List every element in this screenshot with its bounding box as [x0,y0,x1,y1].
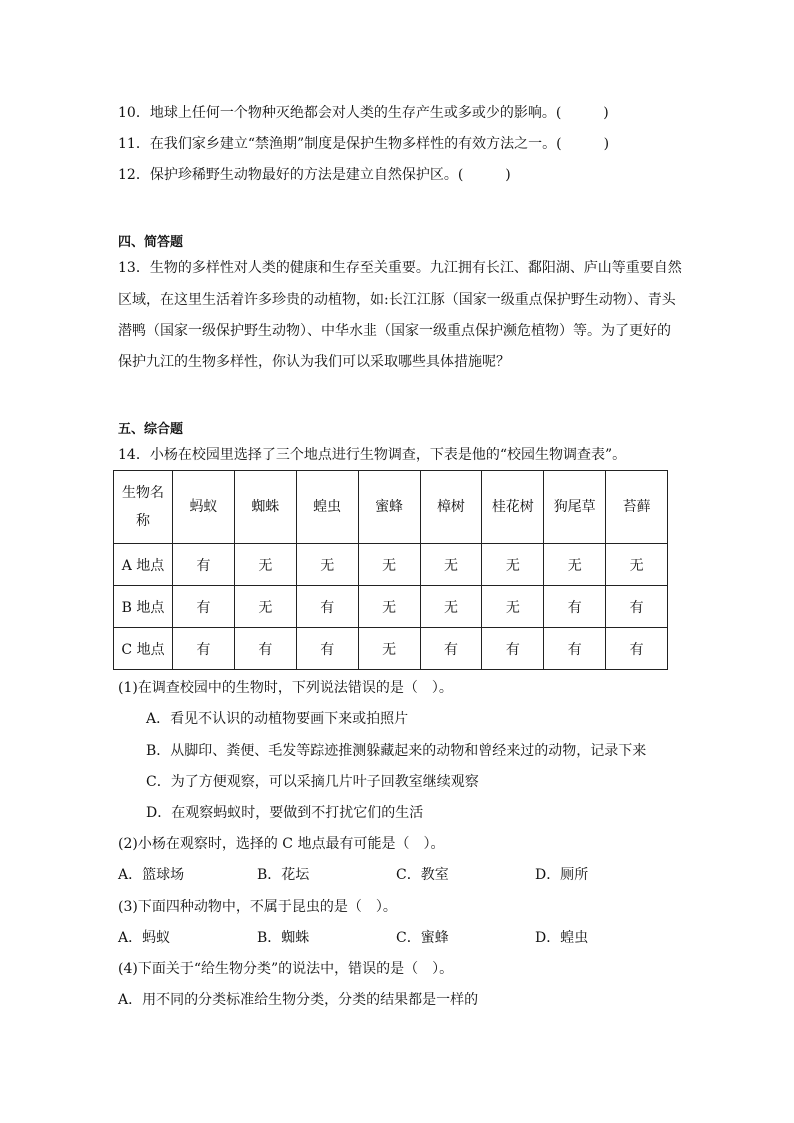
table-header-row [114,471,668,544]
q1-option-d: D．在观察蚂蚁时，要做到不打扰它们的生活 [146,805,424,821]
table-cell: 无 [482,544,544,586]
table-cell: 有 [482,628,544,670]
table-cell: 无 [482,586,544,628]
q4-option-a: A．用不同的分类标准给生物分类，分类的结果都是一样的 [118,992,479,1008]
table-cell: 有 [173,586,235,628]
q3-option-a: A．蚂蚁 [118,930,171,946]
row-label: C 地点 [114,628,173,670]
table-cell: 有 [173,628,235,670]
q2-option-a: A．篮球场 [118,867,185,883]
table-header: 狗尾草 [544,471,606,544]
campus-survey-table [113,470,668,670]
question-14-1-stem: (1)在调查校园中的生物时，下列说法错误的是（ ）。 [118,680,453,696]
row-label: A 地点 [114,544,173,586]
table-cell: 有 [296,628,358,670]
table-cell: 无 [234,586,296,628]
q2-option-d: D．厕所 [535,867,589,883]
row-label: B 地点 [114,586,173,628]
table-cell: 无 [296,544,358,586]
q1-option-b: B．从脚印、粪便、毛发等踪迹推测躲藏起来的动物和曾经来过的动物，记录下来 [146,743,647,759]
table-cell: 无 [358,628,420,670]
q2-option-b: B．花坛 [257,867,310,883]
question-14-4-stem: (4)下面关于“给生物分类”的说法中，错误的是（ ）。 [118,961,454,977]
section-heading-short-answer: 四、简答题 [118,235,184,250]
table-cell: 无 [420,586,482,628]
table-header: 桂花树 [482,471,544,544]
table-row [114,586,668,628]
q1-option-a: A．看见不认识的动植物要画下来或拍照片 [146,711,409,727]
table-header: 蜘蛛 [234,471,296,544]
table-header: 蝗虫 [296,471,358,544]
table-cell: 无 [420,544,482,586]
question-13-line-2: 区域，在这里生活着许多珍贵的动植物，如:长江江豚（国家一级重点保护野生动物）、青头 [118,292,676,308]
table-cell: 有 [606,628,668,670]
question-10: 10．地球上任何一个物种灭绝都会对人类的生存产生或多或少的影响。( ) [118,105,609,121]
question-11: 11．在我们家乡建立“禁渔期”制度是保护生物多样性的有效方法之一。( ) [118,136,610,152]
table-cell: 无 [544,544,606,586]
table-cell: 无 [358,586,420,628]
question-14-intro: 14．小杨在校园里选择了三个地点进行生物调查，下表是他的“校园生物调查表”。 [118,447,627,463]
table-cell: 无 [606,544,668,586]
table-cell: 有 [544,586,606,628]
question-13-line-4: 保护九江的生物多样性，你认为我们可以采取哪些具体措施呢？ [118,354,510,370]
question-12: 12．保护珍稀野生动物最好的方法是建立自然保护区。( ) [118,167,511,183]
question-13-line-3: 潜鸭（国家一级保护野生动物）、中华水韭（国家一级重点保护濒危植物）等。为了更好的 [118,323,671,339]
table-header: 樟树 [420,471,482,544]
question-14-3-stem: (3)下面四种动物中，不属于昆虫的是（ ）。 [118,899,397,915]
q1-option-c: C．为了方便观察，可以采摘几片叶子回教室继续观察 [146,774,479,790]
table-cell: 有 [544,628,606,670]
table-corner-cell: 生物名 称 [114,471,173,544]
q3-option-b: B．蜘蛛 [257,930,310,946]
q3-option-d: D．蝗虫 [535,930,589,946]
table-header: 蚂蚁 [173,471,235,544]
table-header: 蜜蜂 [358,471,420,544]
table-header: 苔藓 [606,471,668,544]
question-13-line-1: 13．生物的多样性对人类的健康和生存至关重要。九江拥有长江、鄱阳湖、庐山等重要自然 [118,260,682,276]
table-cell: 有 [234,628,296,670]
table-cell: 有 [296,586,358,628]
table-cell: 有 [173,544,235,586]
q3-option-c: C．蜜蜂 [396,930,449,946]
table-row [114,544,668,586]
question-14-2-stem: (2)小杨在观察时，选择的 C 地点最有可能是（ ）。 [118,836,445,852]
table-cell: 有 [606,586,668,628]
table-cell: 无 [358,544,420,586]
table-row [114,628,668,670]
q2-option-c: C．教室 [396,867,449,883]
table-cell: 有 [420,628,482,670]
section-heading-comprehensive: 五、综合题 [118,422,184,437]
table-cell: 无 [234,544,296,586]
